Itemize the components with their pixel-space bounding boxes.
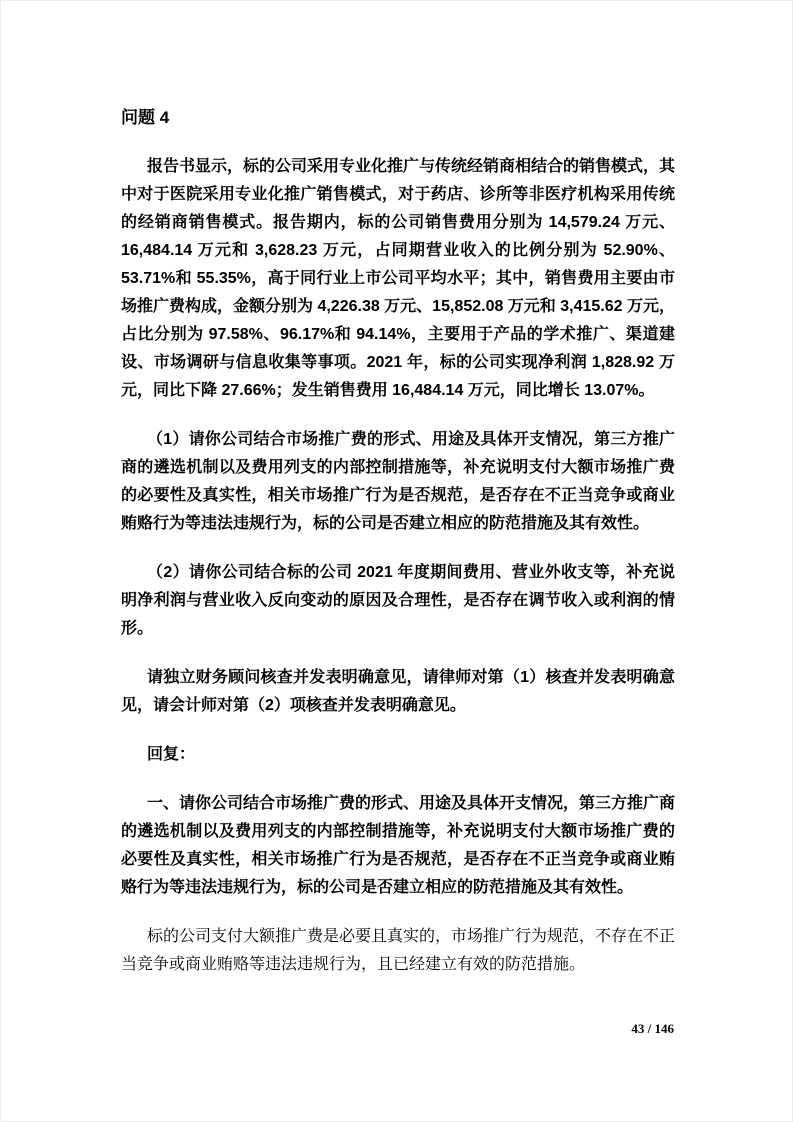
paragraph-verification-request: 请独立财务顾问核查并发表明确意见，请律师对第（1）核查并发表明确意见，请会计师对第（2）项核查并发表明确意见。: [121, 669, 675, 714]
paragraph-reply-summary: 标的公司支付大额推广费是必要且真实的，市场推广行为规范，不存在不正当竞争或商业贿赂等违法违规行为，且已经建立有效的防范措施。: [121, 928, 676, 973]
reply-label: 回复：: [147, 746, 196, 763]
paragraph-question-1: （1）请你公司结合市场推广费的形式、用途及具体开支情况，第三方推广商的遴选机制以及费用列支的内部控制措施等，补充说明支付大额市场推广费的必要性及真实性，相关市场推广行为是否规范，是否存在不正当竞争或商业贿赂行为等违法违规行为，标的公司是否建立相应的防范措施及其有效性。: [121, 431, 675, 532]
paragraph-report-background: 报告书显示，标的公司采用专业化推广与传统经销商相结合的销售模式，其中对于医院采用专业化推广销售模式，对于药店、诊所等非医疗机构采用传统的经销商销售模式。报告期内，标的公司销售费用分别为 14,579.24 万元、16,484.14 万元和 3,628.23 万元，占同期营业收入的比例分别为 52.90%、53.71%和 55.35%，高于同行业上市公司平均水平；其中，销售费用主要由市场推广费构成，金额分别为 4,226.38 万元、15,852.08 万元和 3,415.62 万元，占比分别为 97.58%、96.17%和 94.14%，主要用于产品的学术推广、渠道建设、市场调研与信息收集等事项。2021 年，标的公司实现净利润 1,828.92 万元，同比下降 27.66%；发生销售费用 16,484.14 万元，同比增长 13.07%。: [121, 158, 676, 399]
paragraph-question-2: （2）请你公司结合标的公司 2021 年度期间费用、营业外收支等，补充说明净利润与营业收入反向变动的原因及合理性，是否存在调节收入或利润的情形。: [121, 564, 675, 637]
question-heading: 问题 4: [121, 108, 170, 127]
paragraph-question-restated: 一、请你公司结合市场推广费的形式、用途及具体开支情况，第三方推广商的遴选机制以及费用列支的内部控制措施等，补充说明支付大额市场推广费的必要性及真实性，相关市场推广行为是否规范，是否存在不正当竞争或商业贿赂行为等违法违规行为，标的公司是否建立相应的防范措施及其有效性。: [121, 795, 676, 896]
page-number: 43 / 146: [631, 1021, 674, 1036]
